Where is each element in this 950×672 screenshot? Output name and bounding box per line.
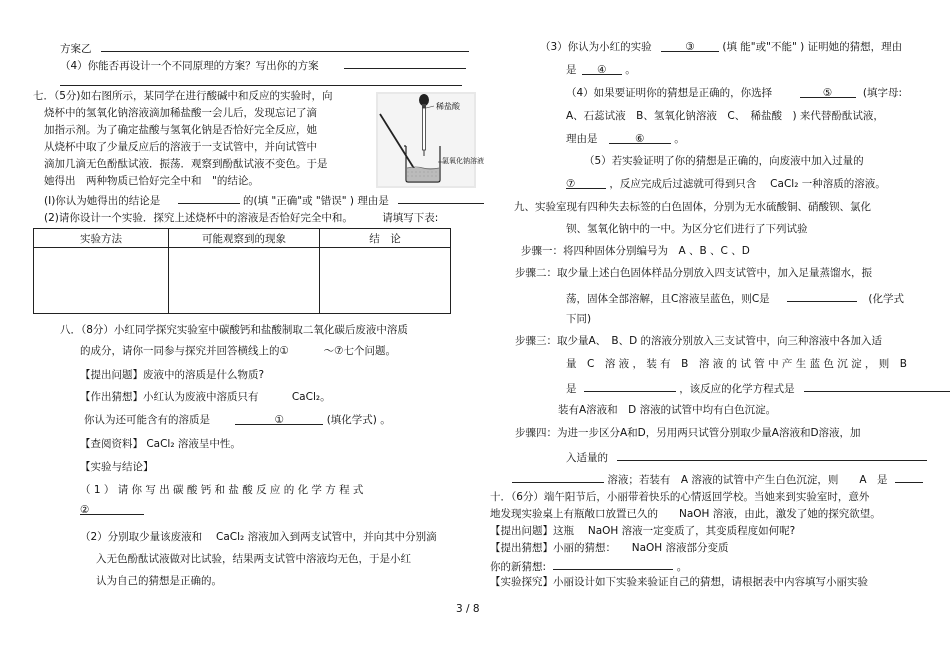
blank-7-marker: ⑦ [566, 178, 576, 190]
blank-4-suffix: 。 [625, 64, 636, 76]
blank-b-formula[interactable] [584, 380, 676, 392]
q7-1-line [44, 192, 484, 208]
q6-4-line [60, 57, 466, 73]
q7-line-6: 她得出 两种物质已恰好完全中和 "的结论。 [44, 175, 259, 187]
q8-line-2 [80, 344, 396, 358]
blank-reagent[interactable] [617, 449, 927, 461]
blank-a-identity[interactable] [895, 471, 923, 483]
blank-1[interactable] [235, 413, 323, 425]
q7-2-line [44, 211, 438, 225]
table-header-row [34, 229, 451, 248]
blank-3[interactable] [661, 40, 719, 52]
q9-equation-text: ，该反应的化学方程式是 [679, 383, 795, 395]
q8-part-2-line-3: 认为自己的猜想是正确的。 [96, 575, 222, 587]
blank-3-marker: ③ [685, 41, 695, 53]
q7-line-4: 从烧杯中取了少量反应后的溶液于一支试管中，并向试管中 [44, 141, 317, 153]
q7-line-1: 七．（5分)如右图所示，某同学在进行酸碱中和反应的实验时，向 [33, 90, 333, 102]
col-header-conclusion: 结 论 [320, 229, 451, 248]
beaker-drawing [376, 92, 476, 188]
q6-4-answer-line [60, 74, 462, 90]
q10-raise-question: 【提出问题】这瓶 NaOH 溶液一定变质了，其变质程度如何呢? [490, 525, 796, 537]
q8-experiment-heading: 【实验与结论】 [80, 461, 154, 473]
blank-reagent-cont[interactable] [512, 471, 604, 483]
col-header-phenomenon: 可能观察到的现象 [169, 229, 320, 248]
blank-c-formula[interactable] [787, 290, 857, 302]
q9-step-3-line-2: 量 C 溶 液 ， 装 有 B 溶 液 的 试 管 中 产 生 蓝 色 沉 淀 ， 则 B [566, 358, 907, 370]
scheme-b-blank[interactable] [101, 40, 469, 52]
q10-experiment: 【实验探究】小丽设计如下实验来验证自己的猜想，请根据表中内容填写小丽实验 [490, 576, 868, 588]
blank-b-equation[interactable] [804, 380, 950, 392]
q8-part-5-line-2 [566, 177, 886, 191]
q8-line-2b: ～⑦七个问题。 [323, 345, 397, 357]
label-naoh-solution: 氢氧化钠溶液 [442, 157, 484, 165]
cell-method-input[interactable] [34, 248, 169, 314]
blank-6-line [566, 132, 685, 146]
q8-reference: 【查阅资料】 CaCl₂ 溶液呈中性。 [80, 438, 241, 450]
blank-6-marker: ⑥ [635, 133, 645, 145]
q10-line-2: 地发现实验桌上有瓶敞口放置已久的 NaOH 溶液，由此，激发了她的探究欲望。 [490, 508, 881, 520]
blank-5[interactable] [800, 86, 856, 98]
q8-part-5-line-1: （5）若实验证明了你的猜想是正确的，向废液中加入过量的 [584, 155, 864, 167]
scheme-b-label: 方案乙 [60, 43, 92, 55]
q9-step-2-hint: (化学式 [868, 293, 904, 305]
q9-step-3-line-4: 装有A溶液和 D 溶液的试管中均有白色沉淀。 [558, 404, 777, 416]
blank-4-prefix: 是 [566, 64, 577, 76]
q9-b-prefix: 是 [566, 383, 577, 395]
blank-4-marker: ④ [597, 64, 607, 76]
cell-conclusion-input[interactable] [320, 248, 451, 314]
q6-4-text: （4）你能否再设计一个不同原理的方案？写出你的方案 [60, 60, 319, 72]
q7-2-text-b: 请填写下表: [382, 212, 439, 224]
q10-new-hypothesis-suffix: 。 [676, 561, 688, 573]
q9-step-4-result: 溶液；若装有 A 溶液的试管中产生白色沉淀，则 A 是 [607, 474, 888, 486]
q9-step-2-line-1: 步骤二：取少量上述白色固体样品分别放入四支试管中，加入足量蒸馏水，振 [515, 267, 872, 279]
q8-part-2-line-1: （2）分别取少量该废液和 CaCl₂ 溶液加入到两支试管中，并向其中分别滴 [80, 531, 437, 543]
q7-1-text-a: (I)你认为她得出的结论是 [44, 195, 161, 207]
q8-part-3-line [540, 40, 902, 54]
blank-6-suffix: 。 [674, 133, 685, 145]
q7-line-5: 滴加几滴无色酚酞试液．振荡．观察到酚酞试液不变色。于是 [44, 158, 328, 170]
q10-new-hypothesis-line [490, 558, 687, 574]
q8-blank-1-text: 你认为还可能含有的溶质是 [84, 414, 210, 426]
q8-hypothesis-line [80, 390, 331, 404]
table-row [34, 248, 451, 314]
q8-part-3-text: （3）你认为小红的实验 [540, 41, 652, 53]
q8-hypothesis-cacl2: CaCl₂。 [291, 391, 331, 403]
q8-part-1: （ 1 ） 请 你 写 出 碳 酸 钙 和 盐 酸 反 应 的 化 学 方 程 式 [80, 484, 364, 496]
q8-part-5-text: ，反应完成后过滤就可得到只含 CaCl₂ 一种溶质的溶液。 [609, 178, 886, 190]
q7-2-text-a: (2)请你设计一个实验．探究上述烧杯中的溶液是否恰好完全中和。 [44, 212, 353, 224]
blank-2[interactable] [80, 503, 144, 515]
q6-4-blank[interactable] [344, 57, 466, 69]
q9-line-2: 钡、氢氧化钠中的一中。为区分它们进行了下列试验 [566, 223, 808, 235]
q9-step-4-line-2 [566, 449, 927, 465]
page-number: 3 / 8 [456, 603, 480, 615]
q9-step-3-line-1: 步骤三：取少量A、 B、D 的溶液分别放入三支试管中，向三种溶液中各加入适 [515, 335, 883, 347]
q8-part-4-hint: (填字母: [862, 87, 903, 99]
q8-hypothesis-text: 【作出猜想】小红认为废液中溶质只有 [80, 391, 259, 403]
blank-2-marker: ② [80, 504, 90, 516]
q7-1-blank-a[interactable] [178, 192, 240, 204]
q8-part-4-line [566, 86, 902, 100]
cell-phenomenon-input[interactable] [169, 248, 320, 314]
blank-1-marker: ① [274, 414, 285, 426]
q7-line-3: 加指示剂。为了确定盐酸与氢氧化钠是否恰好完全反应，她 [44, 124, 317, 136]
q8-blank-1-line [84, 413, 391, 427]
scheme-b-line [60, 40, 469, 56]
q8-line-1: 八．（8分）小红同学探究实验室中碳酸钙和盐酸制取二氧化碳后废液中溶质 [60, 324, 408, 336]
beaker-figure [376, 92, 484, 188]
q10-hypothesis: 【提出猜想】小丽的猜想： NaOH 溶液部分变质 [490, 542, 729, 554]
q7-1-text-b: 的(填 "正确"或 "错误" ) 理由是 [242, 195, 389, 207]
q8-part-2-line-2: 入无色酚酞试液做对比试验，结果两支试管中溶液均无色，于是小红 [96, 553, 411, 565]
q8-part-4-options: A、石蕊试液 B、氢氧化钠溶液 C、 稀盐酸 ) 来代替酚酞试液， [566, 110, 884, 122]
blank-4-line [566, 63, 636, 77]
q7-experiment-table [33, 228, 451, 314]
q9-step-2-line-2 [566, 290, 904, 306]
q8-part-4-text: （4）如果要证明你的猜想是正确的，你选择 [566, 87, 773, 99]
blank-6-prefix: 理由是 [566, 133, 598, 145]
q9-step-2-hint-2: 下同) [566, 313, 592, 325]
blank-6[interactable] [609, 132, 671, 144]
q9-step-4-text: 入适量的 [566, 452, 608, 464]
blank-4[interactable] [582, 63, 622, 75]
blank-2-line [80, 503, 144, 517]
q9-line-1: 九、实验室现有四种失去标签的白色固体，分别为无水硫酸铜、硝酸钡、氯化 [514, 201, 871, 213]
blank-7[interactable] [566, 177, 606, 189]
q8-blank-1-hint: (填化学式) 。 [326, 414, 391, 426]
q8-line-2a: 的成分，请你一同参与探究并回答横线上的① [80, 345, 289, 357]
q8-part-3-hint: (填 能"或"不能" ) 证明她的猜想，理由 [722, 41, 903, 53]
q7-1-blank-b[interactable] [398, 192, 484, 204]
blank-new-hypothesis[interactable] [553, 558, 673, 570]
q6-4-answer-blank[interactable] [60, 74, 462, 86]
q9-step-4-line-1: 步骤四：为进一步区分A和D，另用两只试管分别取少量A溶液和D溶液，加 [515, 427, 861, 439]
q9-step-2-text: 荡，固体全部溶解，且C溶液呈蓝色，则C是 [566, 293, 770, 305]
q9-step-4-line-3 [512, 471, 923, 487]
label-dilute-hcl: 稀盐酸 [436, 102, 460, 111]
blank-5-marker: ⑤ [822, 87, 833, 99]
q7-line-2: 烧杯中的氢氧化钠溶液滴加稀盐酸一会儿后，发现忘记了滴 [44, 107, 317, 119]
q9-step-3-line-3 [566, 380, 950, 396]
q10-new-hypothesis-label: 你的新猜想: [490, 561, 547, 573]
q9-step-1: 步骤一：将四种固体分别编号为 A 、B 、C 、D [521, 245, 750, 257]
col-header-method: 实验方法 [34, 229, 169, 248]
q8-raise-question: 【提出问题】废液中的溶质是什么物质? [80, 369, 265, 381]
q10-line-1: 十．（6分）端午阳节后，小丽带着快乐的心情返回学校。当她来到实验室时，意外 [490, 491, 870, 503]
